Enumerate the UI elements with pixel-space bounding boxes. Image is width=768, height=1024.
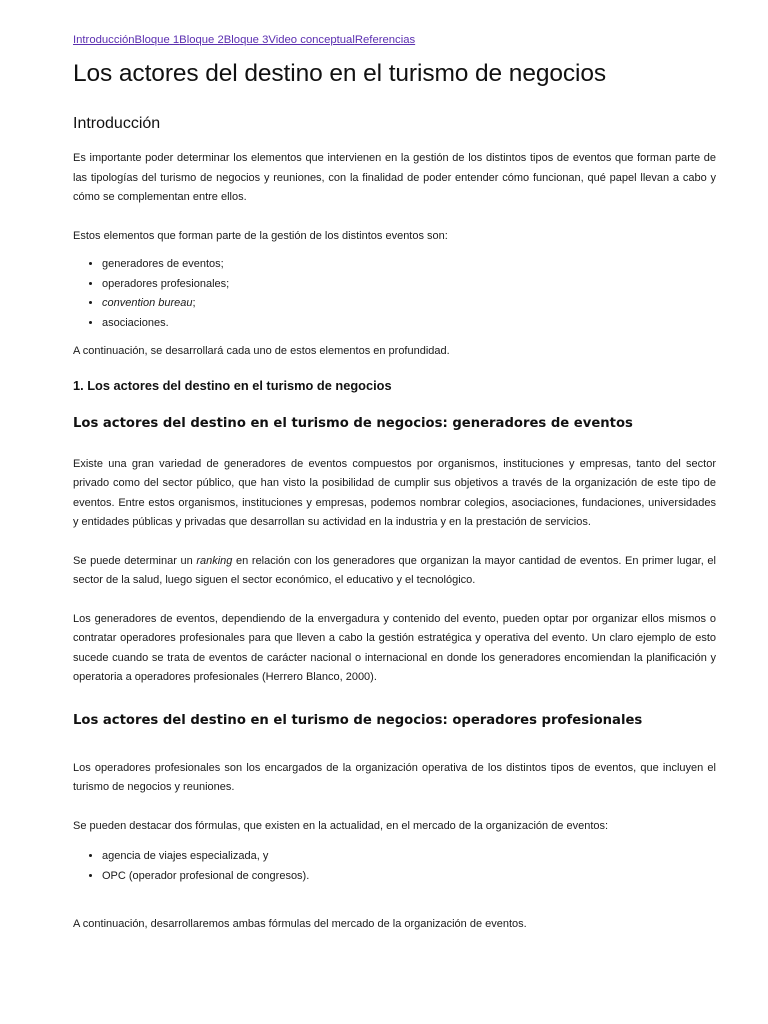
operadores-paragraph-3: A continuación, desarrollaremos ambas fórmulas del mercado de la organización de eventos. [73,918,527,930]
list-item-text: operadores profesionales; [102,277,230,290]
generadores-paragraph-2 [73,552,716,591]
list-item-text: agencia de viajes especializada, y [102,850,269,862]
section-1-heading: 1. Los actores del destino en el turismo de negocios [73,377,392,393]
operadores-heading: Los actores del destino en el turismo de negocios: operadores profesionales [73,712,643,728]
paragraph-text: Se puede determinar un [73,554,197,567]
list-item [102,275,716,295]
list-item [102,867,716,887]
paragraph-italic-text: ranking [196,554,233,567]
intro-paragraph-2: Estos elementos que forman parte de la gestión de los distintos eventos son: [73,229,448,242]
generadores-paragraph-3: Los generadores de eventos, dependiendo de la envergadura y contenido del evento, pueden optar por organizar ellos mismos o contratar operadores profesionales para que lleven a cabo la gestión estratégica y operativa del evento. Un claro ejemplo de esto sucede cuando se trata de eventos de carácter nacional o internacional en donde los generadores encomiendan la planificación y operatoria a operadores profesionales (Herrero Blanco, 2000). [73,612,716,683]
list-item [102,847,716,867]
intro-paragraph-3: A continuación, se desarrollará cada uno de estos elementos en profundidad. [73,345,450,357]
list-item [102,294,716,314]
nav-link-bloque-2[interactable]: Bloque 2 [179,34,224,46]
operadores-paragraph-1: Los operadores profesionales son los encargados de la organización operativa de los distintos tipos de eventos, que incluyen el turismo de negocios y reuniones. [73,761,716,793]
nav-link-introduccion[interactable]: Introducción [73,34,135,46]
list-item-text: asociaciones. [102,316,169,329]
nav-link-bloque-3[interactable]: Bloque 3 [223,34,269,46]
paragraph-text: en relación con los generadores que organizan la mayor cantidad de eventos. En primer lugar, el sector de la salud, luego siguen el sector económico, el educativo y el tecnológico. [73,554,716,586]
nav-link-bloque-1[interactable]: Bloque 1 [134,34,180,46]
nav-link-video-conceptual[interactable]: Video conceptual [268,34,355,46]
page-title: Los actores del destino en el turismo de negocios [73,60,607,87]
list-item-text: generadores de eventos; [102,258,224,270]
intro-heading: Introducción [73,115,161,132]
intro-paragraph-1: Es importante poder determinar los elementos que intervienen en la gestión de los distintos tipos de eventos que forman parte de las tipologías del turismo de negocios y reuniones, con la finalidad de poder entender cómo funcionan, qué papel llevan a cabo y cómo se complementan entre ellos. [73,152,716,203]
nav-link-referencias[interactable]: Referencias [354,34,416,46]
list-item [102,314,716,334]
top-navigation [73,33,716,47]
list-item-italic-text: convention bureau [102,297,193,309]
formulas-list [73,847,716,886]
elements-list [73,255,716,333]
list-item-text: OPC (operador profesional de congresos). [102,869,310,882]
generadores-heading: Los actores del destino en el turismo de negocios: generadores de eventos [73,415,633,431]
list-item [102,255,716,275]
operadores-paragraph-2: Se pueden destacar dos fórmulas, que existen en la actualidad, en el mercado de la organización de eventos: [73,819,609,832]
list-item-punctuation: ; [192,297,196,309]
generadores-paragraph-1: Existe una gran variedad de generadores de eventos compuestos por organismos, instituciones y empresas, tanto del sector privado como del sector público, que han visto la posibilidad de cumplir sus objetivos a través de la organización de este tipo de eventos. Entre estos organismos, instituciones y empresas, podemos nombrar colegios, asociaciones, fundaciones, universidades y entidades públicas y privadas que desarrollan su actividad en la industria y en la prestación de servicios. [73,457,716,528]
